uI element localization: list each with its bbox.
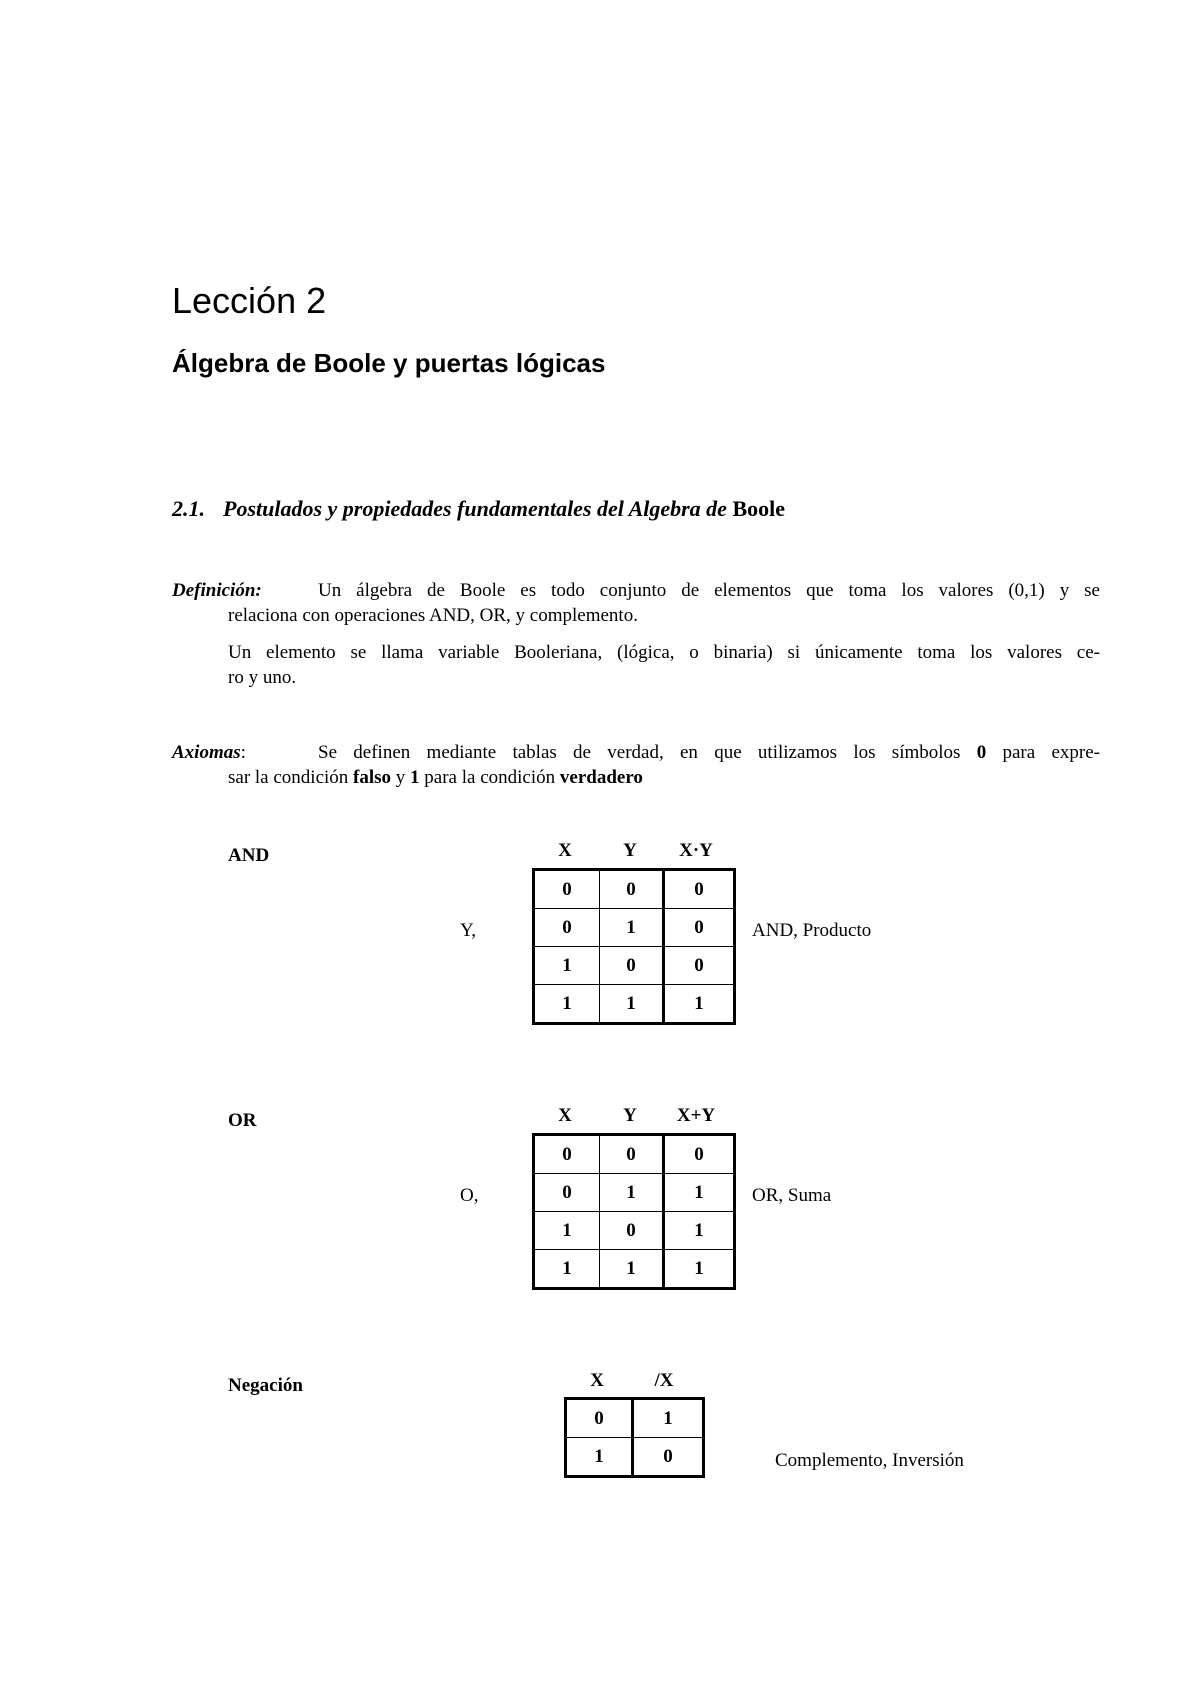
and-left-label: Y, (460, 920, 477, 941)
not-header-x: X (590, 1370, 604, 1391)
table-cell: 0 (664, 870, 735, 909)
and-header-y: Y (623, 840, 637, 861)
table-cell: 1 (534, 985, 600, 1024)
section-title: Postulados y propiedades fundamentales del Algebra de (223, 496, 727, 521)
table-cell: 1 (600, 1174, 664, 1212)
or-truth-table (532, 1133, 736, 1290)
axioms-label-wrap (172, 740, 246, 765)
axioms-label: Axiomas (172, 742, 241, 763)
and-gate-label: AND (228, 845, 270, 866)
table-row (534, 909, 735, 947)
table-cell: 1 (664, 985, 735, 1024)
table-cell: 0 (664, 1135, 735, 1174)
section-title-end: Boole (732, 496, 786, 521)
not-header-notx: /X (654, 1370, 674, 1391)
table-cell: 1 (600, 909, 664, 947)
definition-line-1: Un álgebra de Boole es todo conjunto de elementos que toma los valores (0,1) y se (318, 580, 1100, 601)
or-right-label: OR, Suma (752, 1185, 832, 1206)
not-truth-table (564, 1397, 705, 1478)
lesson-title: Lección 2 (172, 280, 327, 321)
axioms-symbol-0: 0 (976, 742, 987, 763)
table-cell: 1 (600, 1250, 664, 1289)
table-row (534, 947, 735, 985)
table-cell: 1 (664, 1212, 735, 1250)
definition-line-2: relaciona con operaciones AND, OR, y complemento. (228, 605, 638, 626)
table-cell: 1 (534, 1212, 600, 1250)
table-cell: 0 (534, 1135, 600, 1174)
table-cell: 1 (566, 1438, 633, 1477)
lesson-subtitle: Álgebra de Boole y puertas lógicas (172, 348, 606, 378)
table-cell: 0 (664, 909, 735, 947)
table-cell: 1 (664, 1174, 735, 1212)
axioms-verdadero: verdadero (559, 767, 643, 788)
table-row (566, 1438, 704, 1477)
table-row (534, 985, 735, 1024)
not-gate-label: Negación (228, 1375, 303, 1396)
and-header-x: X (558, 840, 572, 861)
section-heading (172, 496, 785, 522)
axioms-line-2a: sar la condición (228, 767, 349, 788)
section-number: 2.1. (172, 496, 205, 521)
table-cell: 0 (534, 870, 600, 909)
table-cell: 1 (600, 985, 664, 1024)
axioms-falso: falso (353, 767, 392, 788)
table-row (534, 870, 735, 909)
table-cell: 1 (534, 947, 600, 985)
not-right-label: Complemento, Inversión (775, 1450, 964, 1471)
or-header-y: Y (623, 1105, 637, 1126)
table-cell: 0 (600, 1212, 664, 1250)
or-gate-label: OR (228, 1110, 257, 1131)
table-row (534, 1135, 735, 1174)
table-cell: 0 (534, 909, 600, 947)
table-row (566, 1399, 704, 1438)
definition-label: Definición: (172, 580, 262, 601)
table-cell: 0 (566, 1399, 633, 1438)
axioms-line-1: Se definen mediante tablas de verdad, en que utilizamos los símbolos (318, 742, 961, 763)
or-left-label: O, (460, 1185, 479, 1206)
table-cell: 1 (534, 1250, 600, 1289)
axioms-line-1-end: para expre- (1002, 742, 1100, 763)
and-right-label: AND, Producto (752, 920, 872, 941)
table-cell: 0 (600, 1135, 664, 1174)
table-cell: 1 (664, 1250, 735, 1289)
definition-line-4: ro y uno. (228, 667, 297, 688)
table-cell: 0 (534, 1174, 600, 1212)
axioms-colon: : (240, 742, 246, 763)
axioms-paragraph (172, 740, 1100, 790)
or-header-xy: X+Y (676, 1105, 716, 1126)
and-truth-table (532, 868, 736, 1025)
table-row (534, 1174, 735, 1212)
table-row (534, 1212, 735, 1250)
table-row (534, 1250, 735, 1289)
or-header-x: X (558, 1105, 572, 1126)
definition-line-3: Un elemento se llama variable Booleriana, (lógica, o binaria) si únicamente toma los valores ce- (228, 642, 1100, 663)
table-cell: 0 (600, 870, 664, 909)
axioms-line-2b: para la condición (424, 767, 556, 788)
table-cell: 0 (633, 1438, 704, 1477)
definition-paragraph (172, 578, 1100, 690)
table-cell: 0 (664, 947, 735, 985)
axioms-y: y (395, 767, 406, 788)
table-cell: 1 (633, 1399, 704, 1438)
table-cell: 0 (600, 947, 664, 985)
axioms-symbol-1: 1 (410, 767, 420, 788)
and-header-xy: X·Y (679, 840, 713, 861)
